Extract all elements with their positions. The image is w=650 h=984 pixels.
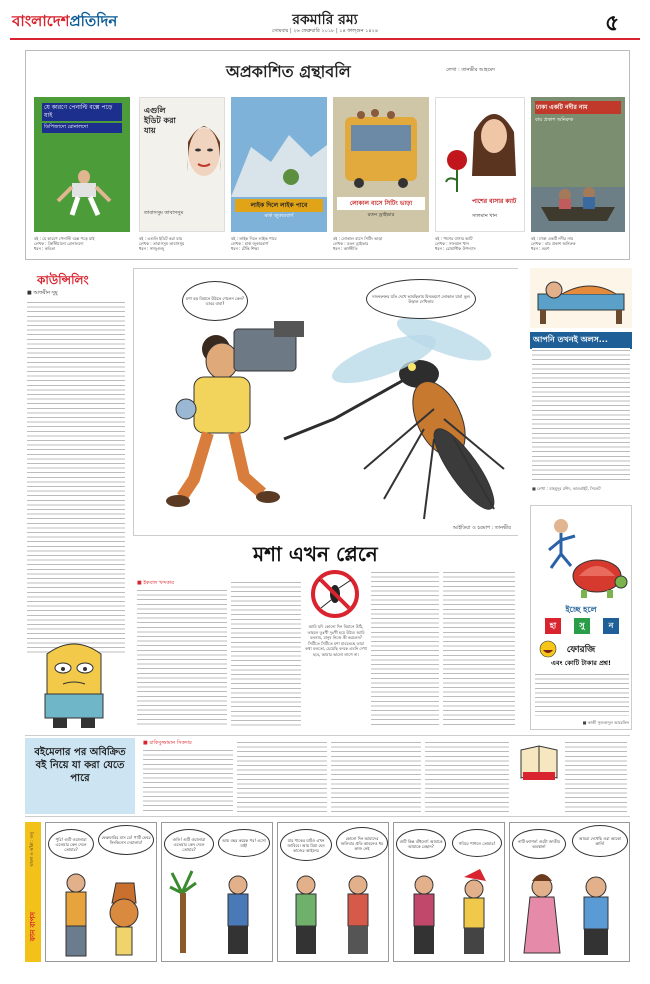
caption-3-genre: ধরন : টেকি শিক্ষা [231,246,259,251]
cover-4-author: রতন ড্রাইভার [367,212,395,218]
actress-portrait-illustration [466,102,522,176]
mosquito-article [133,540,518,730]
panel-5-bubble-1: নাটি ফ্যাশন! গুটো জাতীয় অবস্থান! [512,829,566,859]
bookfair-title: বইমেলার পর অবিক্রিত বই নিয়ে যা করা যেতে পারে [34,747,126,784]
caption-4-genre: ধরন : অর্থনীতি [333,246,358,251]
cover-2-author: তাবাসসুম তাবাসসুম [144,210,184,216]
fourg-ad [530,505,632,730]
panel-4-illustration [394,863,504,961]
panel-1-bubble-1: পুরি! গুটি ওয়ালারা এতেয়ার কেন দেলে তোমার? [48,829,94,859]
lazy-body-text [532,348,630,482]
cover-3-author: মার্ক জুকারবার্গ [264,213,294,219]
caption-4-author: লেখক : রতন ড্রাইভার [333,241,369,246]
tired-man-illustration [29,634,119,730]
book-cover-6 [531,97,625,232]
cover-6-author: বায় প্রকাশ অনিরুক [535,117,574,123]
ad-line-1: ফোরজি [566,645,596,655]
panel-2-bubble-1: গুলি! গুটি ওয়ালারা এতেয়ার কেন দেলে তোমার? [164,829,214,859]
bookfair-col-4 [425,740,509,814]
ice-pile-illustration [231,117,327,197]
strip-panel-1 [45,822,157,962]
panel-5-bubble-2: আমরা দেখেছি ওরা আকো কানি! [572,825,628,857]
bookfair-col-2 [237,740,327,814]
mosquito-cartoon [133,268,518,536]
counseling-title: কাউন্সিলিং [37,273,89,287]
caption-6-author: লেখক : বায় প্রকাশ অনিরুক [531,241,576,246]
cover-3-title: লাইক দিলে লাইক পাবে [235,199,323,212]
panel-2-illustration [162,863,272,961]
books-section [25,50,630,260]
cartoon-bubble-left: মশা বড় বিমানে উঠতে গেলেন কেন? ডাবর বাবা? [182,281,248,321]
cover-5-title: পাশের বাসার ক্যাট [472,198,517,205]
cover-6-title: ঢাকা একটি নদীর নাম [535,101,621,114]
cartoon-credit: আইডিয়া ও চরমাশ : তানভীর [452,525,511,531]
mosquito-col-3 [371,570,439,728]
panel-1-illustration [46,863,156,961]
counseling-section [25,268,127,728]
makeup-face-illustration [182,112,224,202]
bookfair-col-3 [331,740,421,814]
book-cover-4 [333,97,429,232]
panel-4-bubble-1: গুটি কিন্ত বাঁধলো! আমাকে আমাকে মেছান? [396,829,446,859]
mosquito-byline: ■ ইকবাল খন্দকার [137,580,174,586]
ad-footer: ■ কাজী সুলতানুল আরেফিন [582,720,629,725]
ad-line-2: এবং কোটি টাকার প্রশ্ন! [551,659,611,667]
cover-2-title: এগুলি ইডিট করা যায় [144,106,176,135]
mosquito-col-4 [443,570,515,728]
caption-6-book: বই : ঢাকা একটি নদীর নাম [531,236,574,241]
caption-6-genre: ধরন : ভ্রমণ [531,246,550,251]
book-cover-3 [231,97,327,232]
caption-3-book: বই : লাইক দিলে লাইক পাবে [231,236,277,241]
book-caption-5 [435,236,530,251]
book-caption-6 [531,236,629,251]
panel-5-illustration [510,863,629,961]
caption-5-genre: ধরন : রোমান্টিক উপন্যাস [435,246,476,251]
caption-1-author: লেখক : ক্রিস্টিয়ানো রোনালদো [34,241,84,246]
mosquito-col-2 [231,580,301,728]
book-caption-3 [231,236,331,251]
panel-3-bubble-1: যার পাকের ঘাটও এখন জাবিবে। আয় মিয়া হেন কাজের আইনের [280,829,332,861]
counseling-body-text [27,300,125,656]
ad-letter-3: ন [603,618,619,634]
bookfair-title-box [25,738,135,814]
strip-panel-3 [277,822,389,962]
logo-part-1: বাংলাদেশ [12,12,70,30]
ad-body-text [535,672,629,716]
cartoon-bubble-right: দজনরুক্তর যতি দেখে ভাবছিলাম মিনভ্রমণে লোকাল যাব! ভুল উড়াল দেখিলাম [366,279,476,319]
ad-heading: ইচ্ছে হলে [565,605,597,614]
crowded-bus-illustration [339,107,423,189]
dateline: সোমবার | ২৬ ফেব্রুয়ারি ২০১৮ | ১৪ ফাল্গুন ১৪২৪ [271,28,379,34]
mosquito-title: মশা এখন প্লেনে [253,542,378,566]
book-caption-4 [333,236,433,251]
caption-1-genre: ধরন : কবিতা [34,246,56,251]
counseling-byline: ■ আফরীন সুমু [27,290,58,296]
sleeping-man-illustration [530,268,632,328]
masthead [0,0,650,44]
logo-part-2: প্রতিদিন [69,12,118,30]
flooded-street-illustration [531,137,625,232]
lazy-title: আপনি তখনই অলস... [530,332,632,349]
books-title: অপ্রকাশিত গ্রন্থাবলি [226,62,351,81]
caption-2-genre: ধরন : সাজুগুজু [139,246,165,251]
football-player-illustration [54,157,114,217]
bookfair-col-5 [565,740,627,814]
lazy-footer: ■ লেখা : মাহমুদুর রশিদ, কাওরাইট, সিলেট [532,486,601,491]
cover-1-author: ডিপিজাদো রোনালদো [42,123,122,133]
comic-strip [25,822,630,962]
caption-3-author: লেখক : মার্ক জুকারবার্গ [231,241,269,246]
book-caption-2 [139,236,234,251]
turtle-runner-illustration [531,506,631,602]
panel-2-bubble-2: আয় বছর কয়েক পর! এসো যাই! [218,829,270,857]
no-mosquito-sign [311,570,359,618]
section-title: রকমারি রম্য [292,12,358,28]
caption-2-book: বই : এগুলি ইডিট করা যায় [139,236,183,241]
book-cover-5 [435,97,525,232]
book-cover-1 [34,97,130,232]
cover-5-author: সালমান খান [472,213,497,219]
masthead-rule [10,38,640,40]
books-byline: লেখা : তানভীর আহমেদ [446,67,495,73]
caption-2-author: লেখক : তাবাসসুম তাবাসসুম [139,241,185,246]
book-caption-1 [34,236,134,251]
strip-panel-5 [509,822,630,962]
caption-1-book: বই : যে কারণে পেনাল্টি বক্সে পড়ে যাই [34,236,95,241]
cover-4-title: লোকাল বাসে সিটিং ভাড়া [337,197,425,210]
panel-1-bubble-2: ফেব্রুয়ারির মাস যে! পাটি ফেরে সিংকিনেস দেয়ালায়! [98,825,154,855]
book-stack-illustration [517,742,561,782]
bookfair-col-1 [143,748,233,814]
mosquito-icon [315,574,355,614]
ad-letter-1: হা [545,618,561,634]
red-rose-icon [442,148,472,192]
cover-1-title: যে কারণে পেনাল্টি বক্সে পড়ে যাই [42,103,122,121]
strip-panel-4 [393,822,505,962]
page-number: ৫ [605,11,620,36]
bookfair-section [25,735,630,817]
strip-label: ফান বাপস [29,912,37,942]
ad-letters [545,618,619,634]
mosquito-col-1 [137,588,227,728]
panel-3-bubble-2: কোনো দিন আমাদের জলিবার প্রতি আহনেও ধর কাজ নেই [336,827,388,859]
caption-5-author: লেখক : সালমান খান [435,241,469,246]
panel-4-bubble-2: গবিবে পাগলে তোমার! [452,829,502,857]
caption-4-book: বই : লোকাল বাসে সিটিং ভাড়া [333,236,383,241]
strip-label-bar [25,822,41,962]
lazy-section [530,268,632,500]
strip-panel-2 [161,822,273,962]
ad-letter-2: সু [574,618,590,634]
mosquito-quote: আমি যদি কোনো দিন বিমানে উঠি, তাহলে তুঃখী দুঃখী হয়ে উঠব। আমি বলনাম, মানুষ নিজে কী করলেন? সিটিতে সিটিতে মশা মারতেছে তারা কথা বলতো, চেয়েছি বনকে এমনি দেখা হবে, আমার ভালো লাগে না। [305,624,367,657]
bookfair-byline: ■ রাকিবুজ্জামান সিকদার [143,740,192,746]
caption-5-book: বই : পাশের বাসার ক্যাট [435,236,473,241]
panel-3-illustration [278,863,388,961]
book-cover-2 [139,97,225,232]
strip-credit: ভাবনা ও আঁকা : গুলু [29,832,34,867]
